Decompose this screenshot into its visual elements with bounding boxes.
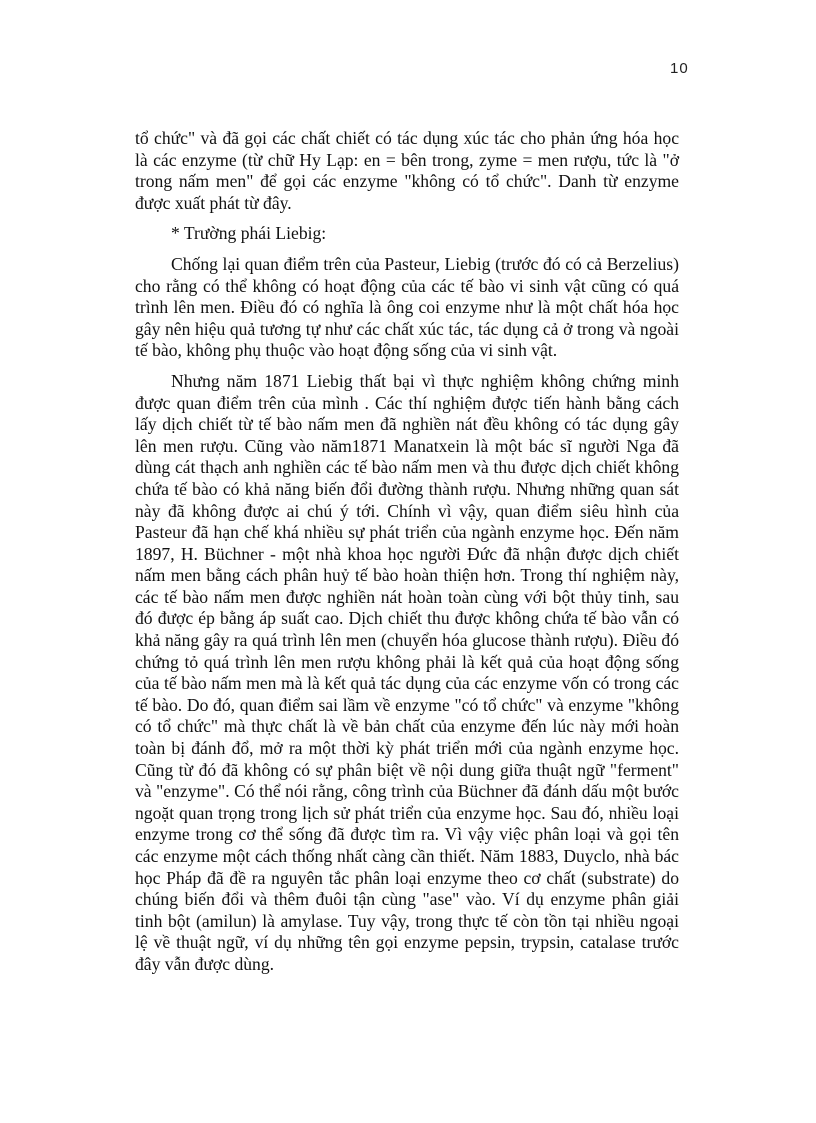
document-body [135, 128, 679, 976]
page-number: 10 [670, 60, 689, 77]
section-heading-liebig-school: * Trường phái Liebig: [171, 223, 327, 244]
paragraph-enzyme-origin: tổ chức" và đã gọi các chất chiết có tác dụng xúc tác cho phản ứng hóa học là các enzyme (từ chữ Hy Lạp: en = bên trong, zyme = men rượu, tức là "ở trong nấm men" để gọi các enzyme "không có tổ chức". Danh từ enzyme được xuất phát từ đây. [135, 128, 679, 213]
paragraph-buchner-history: Nhưng năm 1871 Liebig thất bại vì thực nghiệm không chứng minh được quan điểm trên của mình . Các thí nghiệm được tiến hành bằng cách lấy dịch chiết từ tế bào nấm men đã nghiền nát đều không có tác dụng gây lên men rượu. Cũng vào năm1871 Manatxein là một bác sĩ người Nga đã dùng cát thạch anh nghiền các tế bào nấm men và thu được dịch chiết không chứa tế bào có khả năng biến đổi đường thành rượu. Nhưng những quan sát này đã không được ai chú ý tới. Chính vì vậy, quan điểm siêu hình của Pasteur đã hạn chế khá nhiều sự phát triển của ngành enzyme học. Đến năm 1897, H. Büchner - một nhà khoa học người Đức đã nhận được dịch chiết nấm men bằng cách phân huỷ tế bào hoàn thiện hơn. Trong thí nghiệm này, các tế bào nấm men được nghiền nát hoàn toàn cùng với bột thủy tinh, sau đó được ép bằng áp suất cao. Dịch chiết thu được không chứa tế bào vẫn có khả năng gây ra quá trình lên men (chuyển hóa glucose thành rượu). Điều đó chứng tỏ quá trình lên men rượu không phải là kết quả của hoạt động sống của tế bào nấm men mà là kết quả tác dụng của các enzyme vốn có trong các tế bào. Do đó, quan điểm sai lầm về enzyme "có tổ chức" và enzyme "không có tổ chức" mà thực chất là về bản chất của enzyme đến lúc này mới hoàn toàn bị đánh đổ, mở ra một thời kỳ phát triển mới của ngành enzyme học. Cũng từ đó đã không có sự phân biệt về nội dung giữa thuật ngữ "ferment" và "enzyme". Có thể nói rằng, công trình của Büchner đã đánh dấu một bước ngoặt quan trọng trong lịch sử phát triển của enzyme học. Sau đó, nhiều loại enzyme trong cơ thể sống đã được tìm ra. Vì vậy việc phân loại và gọi tên các enzyme một cách thống nhất càng cần thiết. Năm 1883, Duyclo, nhà bác học Pháp đã đề ra nguyên tắc phân loại enzyme theo cơ chất (substrate) do chúng biến đổi và thêm đuôi tận cùng "ase" vào. Ví dụ enzyme phân giải tinh bột (amilun) là amylase. Tuy vậy, trong thực tế còn tồn tại nhiều ngoại lệ về thuật ngữ, ví dụ những tên gọi enzyme pepsin, trypsin, catalase trước đây vẫn được dùng. [135, 370, 679, 974]
paragraph-liebig-view: Chống lại quan điểm trên của Pasteur, Liebig (trước đó có cả Berzelius) cho rằng có thể không có hoạt động của các tế bào vi sinh vật cũng có quá trình lên men. Điều đó có nghĩa là ông coi enzyme như là một chất hóa học gây nên hiệu quả tương tự như các chất xúc tác, tác dụng cả ở trong và ngoài tế bào, không phụ thuộc vào hoạt động sống của vi sinh vật. [135, 253, 679, 361]
